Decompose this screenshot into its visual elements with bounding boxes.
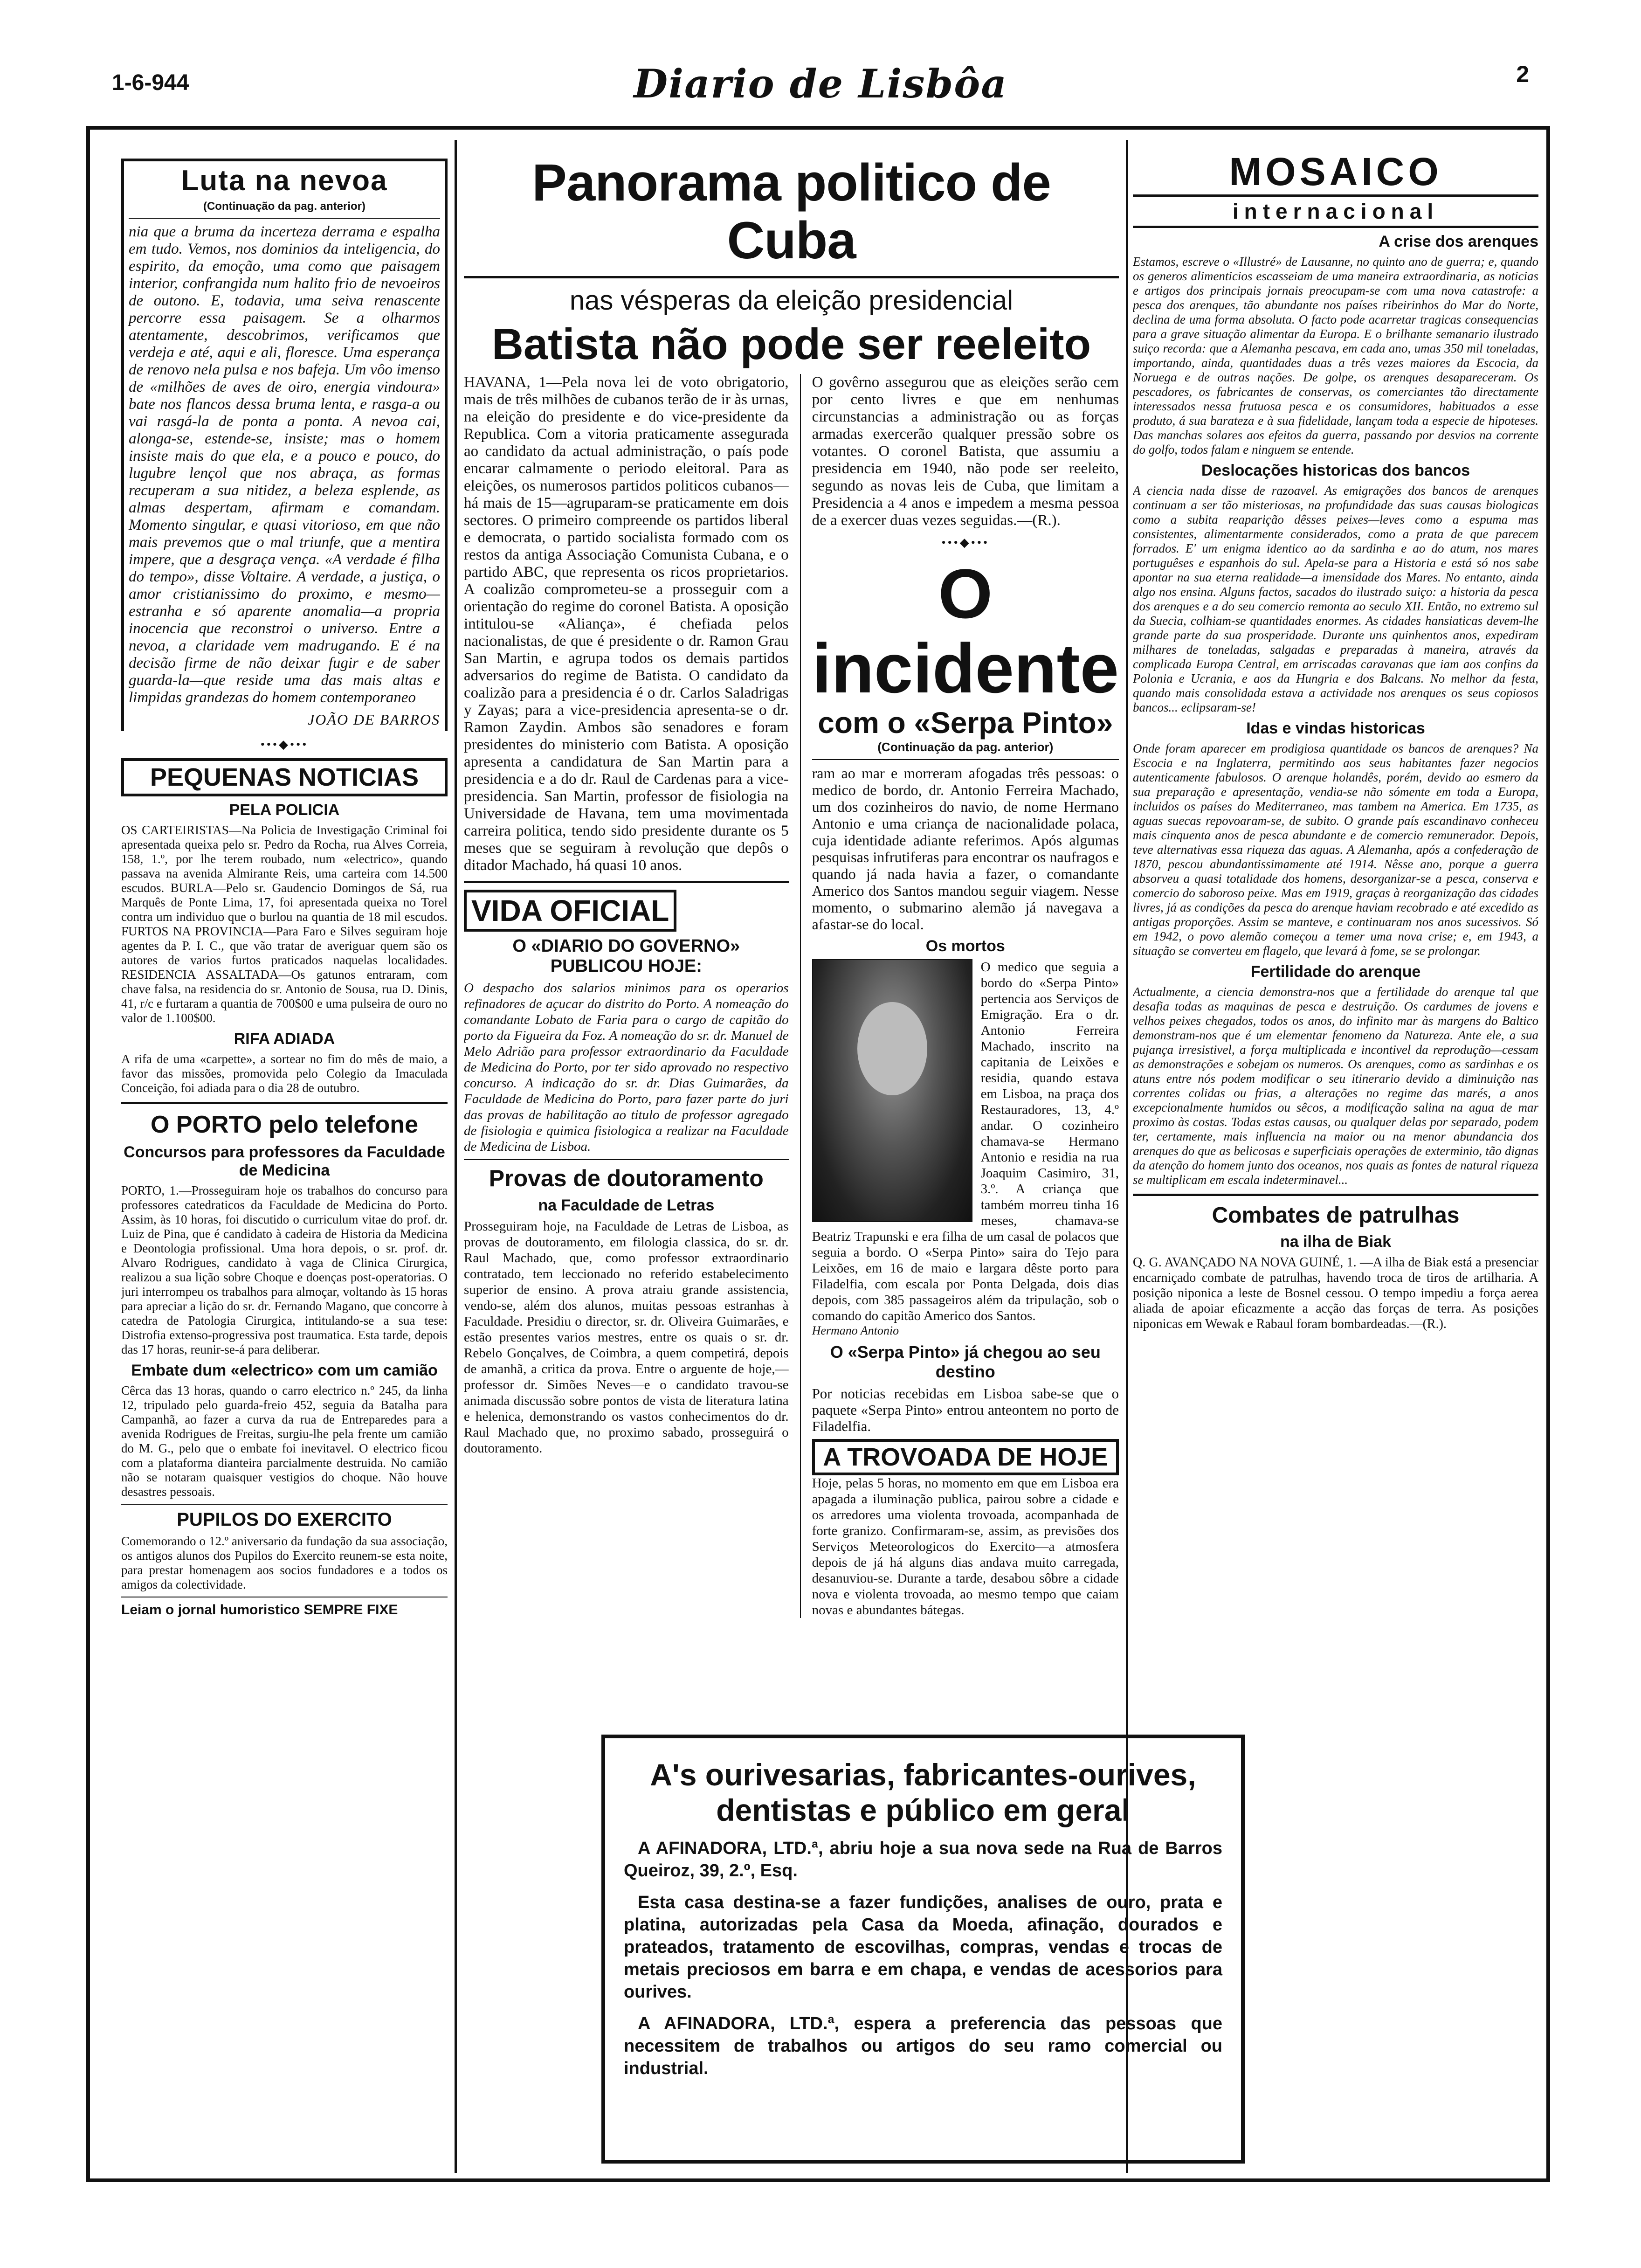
chegou-head: O «Serpa Pinto» já chegou ao seu destino [830, 1342, 1101, 1381]
concursos-body: PORTO, 1.—Prosseguiram hoje os trabalhos do concurso para professores catedraticos da Faculdade de Medicina do Porto. Assim, às 10 horas, foi discutido o curriculum vitae do prof. dr. Luiz de Pina, que é candidato à cadeira de Historia da Medicina e Deontologia profissional. Uma hora depois, o sr. prof. dr. Alvaro Rodrigues, candidato à vaga de Clinica Cirurgica, realizou a sua lição sobre Choque e doenças post-operatorias. O juri interrompeu os trabalhos para almoçar, voltando às 15 horas para apreciar a lição do sr. dr. Fernando Magano, que concorre à catedra de Patologia Cirurgica, intitulando-se a sua tese: Distrofia extenso-progressiva post traumatica. Esta tarde, depois das 17 horas, reunir-se-á para deliberar. [121, 1183, 448, 1356]
cuba-title: Panorama politico de Cuba [532, 154, 1051, 270]
chegou-body: Por noticias recebidas em Lisboa sabe-se que o paquete «Serpa Pinto» entrou anteontem no porto de Filadelfia. [812, 1385, 1119, 1434]
pupilos-title: PUPILOS DO EXERCITO [177, 1509, 392, 1530]
incidente-continuation: (Continuação da pag. anterior) [877, 740, 1054, 754]
porto-title: O PORTO pelo telefone [150, 1111, 418, 1138]
center-column: Panorama politico de Cuba nas vésperas da eleição presidencial Batista não pode ser reeleito HAVANA, 1—Pela nova lei de voto obrigatorio, mais de três milhões de cubanos terão de ir às urnas, na eleição do presidente e do vice-presidente da Republica. Com a vitoria praticamente assegurada ao candidato da actual administração, o país pode encarar calmamente o periodo eleitoral. Para as eleições, os numerosos partidos politicos cubanos—há mais de 15—agruparam-se praticamente em dois sectores. O primeiro compreende os partidos liberal e democrata, o partido socialista formado com os restos da antiga Associação Comunista Cubana, e o partido ABC, que representa os ricos proprietarios. A coalizão comprometeu-se a prosseguir com a orientação do regime do coronel Batista. A oposição intitulou-se «Aliança», é chefiada pelos nacionalistas, de que é presidente o dr. Ramon Grau San Martin, e agrupa todos os demais partidos adversarios do regime de Batista. O candidato da coalizão para a presidencia é o dr. Carlos Saladrigas y Zayas; para a vice-presidencia apresenta-se o dr. Ramon Zaydin. Ambos são senadores e foram presidentes do ministerio com Batista. A oposição apresenta a candidatura de San Martin para a presidencia e a do dr. Raul de Cardenas para a vice-presidencia. San Martin, professor de fisiologia na Universidade de Havana, tem uma movimentada carreira politica, tendo sido presidente durante os 5 meses que se seguiram à revolução que depôs o ditador Machado, há quasi 10 anos. VIDA OFICIAL O «DIARIO DO GOVERNO» PUBLICOU HOJE: O despacho dos salarios minimos para os operarios refinadores de açucar do distrito do Porto. A nomeação do comandante Lobato de Faria para o cargo de capitão do porto da Figueira da Foz. A nomeação do sr. dr. Manuel de Melo Adrião para professor extraordinario da Faculdade de Medicina do Porto, por ter sido aprovado no respectivo concurso. A indicação do sr. dr. Dias Guimarães, da Faculdade de Medicina do Porto, para fazer parte do juri das provas de habilitação ao titulo de professor agregado de fisiologia e quimica fisiologica a realizar na Faculdade de Medicina de Lisboa. Provas de doutoramento na Faculdade de Letras Prosseguiram hoje, na Faculdade de Letras de Lisboa, as provas de doutoramento, em filologia classica, do sr. dr. Raul Machado, que, como professor extraordinario contratado, tem leccionado no referido estabelecimento superior de ensino. A prova atraiu grande assistencia, vendo-se, além dos alunos, muitas pessoas estranhas à Faculdade. Presidiu o director, sr. dr. Oliveira Guimarães, e estão presentes varios mestres, entre os quais o sr. dr. Rebelo Gonçalves, de Coimbra, a quem competirá, depois de amanhã, a critica da prova. Entre o arguente de hoje,—professor dr. Simões Neves—e o candidato travou-se animada discussão sobre pontos de vista de literatura latina e helenica, demonstrando os vastos conhecimentos do dr. Raul Machado que, no proximo sabado, prosseguirá o doutoramento. O govêrno assegurou que as eleições serão cem por cento livres e que em nenhumas circunstancias a administração ou as forças armadas exercerão qualquer pressão sobre os votantes. O coronel Batista, que assumiu a presidencia em 1940, não pode ser reeleito, segundo as novas leis de Cuba, que limitam a Presidencia a 4 anos e impedem a mesma pessoa de a exercer duas vezes seguidas.—(R.). •••◆••• O incidente com o «Serpa Pinto» (Continuação da pag. anterior) ram ao mar e morreram afogadas três pessoas: o medico de bordo, dr. Antonio Ferreira Machado, um dos cozinheiros do navio, de nome Hermano Antonio e uma criança de nacionalidade polaca, cuja identidade adiante referimos. Após algumas pesquisas infrutiferas para encontrar os naufragos e quando já nada havia a fazer, o comandante Americo dos Santos mandou seguir viagem. Nesse momento, o submarino alemão já navegava a afastar-se do local. Os mortos O medico que seguia a bordo do «Serpa Pinto» pertencia aos Serviços de Emigração. Era o dr. Antonio Ferreira Machado, inscrito na capitania de Leixões e residia, quando estava em Lisboa, na praça dos Restauradores, 13, 4.º andar. O cozinheiro chamava-se Hermano Antonio e residia na rua Joaquim Casimiro, 31, 3.º. A criança que também morreu tinha 16 meses, chamava-se Beatriz Trapunski e era filha de um casal de polacos que seguia a bordo. O «Serpa Pinto» saira do Tejo para Leixões, em 16 de maio e largara dêste porto para Filadelfia, com escala por Ponta Delgada, dois dias depois, com 385 passageiros além da tripulação, sob o comando do capitão Americo dos Santos. Hermano Antonio O «Serpa Pinto» já chegou ao seu destino Por noticias recebidas em Lisboa sabe-se que o paquete «Serpa Pinto» entrou anteontem no porto de Filadelfia. A TROVOADA DE HOJE Hoje, pelas 5 horas, no momento em que em Lisboa era apagada a iluminação publica, pairou sobre a cidade e os arredores uma violenta trovoada, acompanhada de forte granizo. Confirmaram-se, assim, as previsões dos Serviços Meteorologicos do Exercito—a atmosfera depois de já há alguns dias andava muito carregada, desanuviou-se. Durante a tarde, desabou sôbre a cidade nova e violenta trovoada, ao mesmo tempo que caiam novas e abundantes bátegas. [464, 154, 1119, 1618]
luta-continuation: (Continuação da pag. anterior) [203, 200, 366, 213]
page-number: 2 [1516, 61, 1529, 87]
combates-head: Combates de patrulhas [1212, 1203, 1460, 1228]
concursos-head: Concursos para professores da Faculdade de Medicina [124, 1143, 445, 1179]
vida-sub: O «DIARIO DO GOVERNO» PUBLICOU HOJE: [512, 936, 740, 976]
fertilidade-head: Fertilidade do arenque [1250, 963, 1421, 981]
mosaico-sub: internacional [1133, 197, 1538, 228]
rifa-head: RIFA ADIADA [234, 1030, 335, 1048]
issue-date: 1-6-944 [112, 70, 189, 95]
right-column [1133, 149, 1538, 2168]
combates-body: Q. G. AVANÇADO NA NOVA GUINÉ, 1. —A ilha de Biak está a presenciar encarniçado combate de patrulhas, havendo troca de tiros de artilharia. A posição niponica a leste de Bosnel cessou. O tempo impediu a força aerea aliada de apoiar eficazmente a acção das forças de terra. As posições niponicas em Wewak e Rabaul foram bombardeadas.—(R.). [1133, 1255, 1538, 1331]
luta-body: nia que a bruma da incerteza derrama e espalha em tudo. Vemos, nos dominios da inteligencia, do espirito, da emoção, uma como que paisagem interior, confrangida num halito frio de nevoeiros de outono. E, todavia, uma seiva renascente percorre essa paisagem. Se a olharmos atentamente, descobrimos, verificamos que verdeja e até, aqui e ali, floresce. Uma esperança de renovo nela pulsa e nos bafeja. Um vôo imenso de «milhões de aves de oiro, energia vindoura» bate nos flancos dessa bruma lenta, e rasga-a ou vai rasgá-la de ponta a ponta. A nevoa cai, alonga-se, estende-se, insiste; mas o homem insiste mais do que ela, e a pouco e pouco, do lugubre lençol que nos abraça, as formas recuperam a sua nitidez, a beleza esplende, as almas despertam, afirmam e comandam. Momento singular, e quasi vitorioso, em que não mais prevemos que o mal triunfe, que a mentira impere, que a desgraça vença. «A verdade é filha do tempo», disse Voltaire. A verdade, a justiça, o amor cristianissimo do proximo, e mesmo—estranha e só aparente anomalia—a propria inocencia que reconstroi o universo. Entre a nevoa, a claridade vem madrugando. E é na decisão firme de não deixar fugir e de saber guarda-la—que reside uma das mais altas e limpidas grandezas do homem contemporaneo [129, 223, 440, 706]
embate-head: Embate dum «electrico» com um camião [131, 1362, 438, 1379]
luta-title: Luta na nevoa [181, 165, 388, 197]
cuba-col1: HAVANA, 1—Pela nova lei de voto obrigatorio, mais de três milhões de cubanos terão de ir às urnas, na eleição do presidente e do vice-presidente da Republica. Com a vitoria praticamente assegurada ao candidato da actual administração, o país pode encarar calmamente o periodo eleitoral. Para as eleições, os numerosos partidos politicos cubanos—há mais de 15—agruparam-se praticamente em dois sectores. O primeiro compreende os partidos liberal e democrata, o partido socialista formado com os restos da antiga Associação Comunista Cubana, e o partido ABC, que representa os ricos proprietarios. A coalizão comprometeu-se a prosseguir com a orientação do regime do coronel Batista. A oposição intitulou-se «Aliança», é chefiada pelos nacionalistas, de que é presidente o dr. Ramon Grau San Martin, e agrupa todos os demais partidos adversarios do regime de Batista. O candidato da coalizão para a presidencia é o dr. Carlos Saladrigas y Zayas; para a vice-presidencia apresenta-se o dr. Ramon Zaydin. Ambos são senadores e foram presidentes do ministerio com Batista. A oposição apresenta a candidatura de San Martin para a presidencia e a do dr. Raul de Cardenas para a vice-presidencia. San Martin, professor de fisiologia na Universidade de Havana, tem uma movimentada carreira politica, tendo sido presidente durante os 5 meses que se seguiram à revolução que depôs o ditador Machado, há quasi 10 anos. [464, 374, 789, 874]
provas-title: Provas de doutoramento [489, 1165, 764, 1191]
incidente-sub: com o «Serpa Pinto» [818, 706, 1113, 740]
arenques-body: Estamos, escreve o «Illustré» de Lausanne, no quinto ano de guerra; e, quando os generos alimenticios escasseiam de uma maneira extraordinaria, as noticias e artigos dos principais jornais preocupam-se com uma nova catastrofe: a pesca dos arenques, tão abundante nos países ribeirinhos do Mar do Norte, declina de uma forma absoluta. O facto pode acarretar tragicas consequencias para a grave situação alimentar da Europa. E o brilhante semanario ilustrado suiço recorda: que a Alemanha pescava, em cada ano, umas 350 mil toneladas, importando, ainda, quantidades duas a três vezes maiores da Escocia, da Noruega e de outras nações. De golpe, os arenques desapareceram. Os pescadores, os fabricantes de conservas, os comerciantes tão directamente interessados nessa frutuosa pesca e os consumidores, habituados a esse produto, á sua barateza e à sua fidelidade, lançam toda a especie de hipoteses. Das manchas solares aos efeitos da guerra, passando por desvios na corrente do golfo, todos falam e ninguem se entende. [1133, 255, 1538, 456]
mosaico-title: MOSAICO [1133, 149, 1538, 197]
incidente-body: ram ao mar e morreram afogadas três pessoas: o medico de bordo, dr. Antonio Ferreira Machado, um dos cozinheiros do navio, de nome Hermano Antonio e uma criança de nacionalidade polaca, cuja identidade adiante referimos. Após algumas pesquisas infrutiferas para encontrar os naufragos e quando já nada havia a fazer, o comandante Americo dos Santos mandou seguir viagem. Nesse momento, o submarino alemão já navegava a afastar-se do local. [812, 765, 1119, 933]
mortos-head: Os mortos [925, 937, 1005, 955]
idas-head: Idas e vindas historicas [1246, 719, 1425, 737]
provas-sub: na Faculdade de Letras [538, 1196, 715, 1214]
pequenas-title-box [121, 758, 448, 796]
embate-body: Cêrca das 13 horas, quando o carro electrico n.º 245, da linha 12, tripulado pelo guarda-freio 452, seguia da Batalha para Campanhã, ao fazer a curva da rua de Entreparedes para a avenida Rodrigues de Freitas, surgiu-lhe pela frente um camião do M. G., pelo que o embate foi inevitavel. O electrico ficou com a plataforma dianteira parcialmente destruida. No camião não se notaram quaisquer vestigios do choque. Não houve desastres pessoais. [121, 1383, 448, 1499]
pupilos-body: Comemorando o 12.º aniversario da fundação da sua associação, os antigos alunos dos Pupilos do Exercito reunem-se esta noite, para prestar homenagem aos socios fundadores e a todos os amigos da colectividade. [121, 1534, 448, 1591]
arenques-head: A crise dos arenques [1379, 233, 1538, 250]
separator-ornament: •••◆••• [260, 738, 309, 751]
left-column [121, 159, 448, 2159]
policia-body: OS CARTEIRISTAS—Na Policia de Investigação Criminal foi apresentada queixa pelo sr. Pedro da Rocha, rua Alves Correia, 158, 1.º, por lhe terem roubado, num «electrico», quando passava na avenida Almirante Reis, uma carteira com 14.500 escudos. BURLA—Pelo sr. Gaudencio Domingos de Sá, rua Marquês de Ponte Lima, 17, foi apresentada queixa no Torel contra um individuo que o burlou na quantia de 18 mil escudos. FURTOS NA PROVINCIA—Para Faro e Silves seguiram hoje agentes da P. I. C., que vão tratar de averiguar quem são os autores de varios furtos praticados naquelas localidades. RESIDENCIA ASSALTADA—Os gatunos entraram, com chave falsa, na residencia do sr. Antonio de Sousa, rua D. Dinis, 41, r/c e furtaram a quantia de 700$00 e uma pulseira de ouro no valor de 1.100$00. [121, 823, 448, 1025]
ad-title: A's ourivesarias, fabricantes-ourives, dentistas e público em geral [650, 1757, 1196, 1827]
incidente-title: O incidente [812, 554, 1119, 707]
deslocacoes-body: A ciencia nada disse de razoavel. As emigrações dos bancos de arenques continuam a ser tão misteriosas, na profundidade das suas causas biologicas como a subita reaparição dêsses peixes—leves como a espuma mas consistentes, alimentarmente considerados, como a prata de que parecem forrados. E' um enigma identico ao da sardinha e ao do atum, nos mares portuguêses e espanhois do sul. Apela-se para a Historia e está só nos sabe apontar na sua eterna realidade—a imensidade dos Mares. No entanto, ainda algo nos ensina. Alguns factos, sacados do ilustrado suiço: a historia da pesca dos arenques e a do seu comercio remonta ao seculo XII. Então, no extremo sul da Suecia, colhiam-se quantidades enormes. As cidades hansiaticas devem-lhe grande parte da sua prosperidade. Durante uns quinhentos anos, expediram milhares de toneladas, salgadas e preparadas à maneira, através da complicada Europa Central, em arriscadas caravanas que iam aos confins da Polonia e Ucrania, e aos da Hungria e dos Balcans. No melhor da festa, quando mais consolidada estava a actividade nos arenques os seus copiosos bancos... eclipsaram-se! [1133, 484, 1538, 714]
rifa-body: A rifa de uma «carpette», a sortear no fim do mês de maio, a favor das missões, promovida pelo Colegio da Imaculada Conceição, foi adiada para o dia 28 de outubro. [121, 1052, 448, 1095]
masthead [112, 61, 1529, 112]
deslocacoes-head: Deslocações historicas dos bancos [1201, 462, 1470, 479]
provas-body: Prosseguiram hoje, na Faculdade de Letras de Lisboa, as provas de doutoramento, em filologia classica, do sr. dr. Raul Machado, que, como professor extraordinario contratado, tem leccionado no referido estabelecimento superior de ensino. A prova atraiu grande assistencia, vendo-se, além dos alunos, muitas pessoas estranhas à Faculdade. Presidiu o director, sr. dr. Oliveira Guimarães, e estão presentes varios mestres, entre os quais o sr. dr. Rebelo Gonçalves, de Coimbra, a quem competirá, depois de amanhã, a critica da prova. Entre o arguente de hoje,—professor dr. Simões Neves—e o candidato travou-se animada discussão sobre pontos de vista de literatura latina e helenica, demonstrando os vastos conhecimentos do dr. Raul Machado que, no proximo sabado, prosseguirá o doutoramento. [464, 1219, 789, 1456]
cuba-subtitle: nas vésperas da eleição presidencial [569, 285, 1014, 316]
policia-head: PELA POLICIA [229, 801, 340, 819]
mortos-body: O medico que seguia a bordo do «Serpa Pinto» pertencia aos Serviços de Emigração. Era o dr. Antonio Ferreira Machado, inscrito na capitania de Leixões e residia, quando estava em Lisboa, na praça dos Restauradores, 13, 4.º andar. O cozinheiro chamava-se Hermano Antonio e residia na rua Joaquim Casimiro, 31, 3.º. A criança que também morreu tinha 16 meses, chamava-se Beatriz Trapunski e era filha de um casal de polacos que seguia a bordo. O «Serpa Pinto» saira do Tejo para Leixões, em 16 de maio e largara dêste porto para Filadelfia, com escala por Ponta Delgada, dois dias depois, com 385 passageiros além da tripulação, sob o comando do capitão Americo dos Santos. [812, 960, 1119, 1323]
ad-p1: A AFINADORA, LTD.ª, abriu hoje a sua nova sede na Rua de Barros Queiroz, 39, 2.º, Esq. [624, 1839, 1222, 1881]
leiam-notice: Leiam o jornal humoristico SEMPRE FIXE [121, 1602, 398, 1618]
idas-body: Onde foram aparecer em prodigiosa quantidade os bancos de arenques? Na Escocia e na Inglaterra, permitindo aos seus habitantes fazer negocios autenticamente fabulosos. O arenque holandês, porém, devido ao esmero da sua preparação e apresentação, vendia-se não sómente em toda a Europa, incluidos os países do Mediterraneo, mas tambem na America. Em 1735, as aguas suecas repovoaram-se, de subito. O grande país escandinavo conheceu mais cinquenta anos de pesca abundante e de comercio remunerador. Depois, teve alternativas essa riqueza das aguas. A Alemanha, após a confederação de 1870, pescou abundantissimamente até 1914. Nêsse ano, porque a guerra absorveu a quasi totalidade dos homens, desorganizar-se a pesca, conserva e comercio do saboroso peixe. Mas em 1919, graças à reorganização das cidades livres, já as condições da pesca do arenque haviam recobrado e até excedido as antigas proporções. Assim se manteve, e continuaram nos anos sucessivos. Só em 1942, o povo alemão começou a temer uma nova crise; e, em 1943, a situação se converteu em flagelo, que levará à fome, se se prolongar. [1133, 741, 1538, 958]
trovoada-body: Hoje, pelas 5 horas, no momento em que em Lisboa era apagada a iluminação publica, pairou sobre a cidade e os arredores uma violenta trovoada, acompanhada de forte granizo. Confirmaram-se, assim, as previsões dos Serviços Meteorologicos do Exercito—a atmosfera depois de já há alguns dias andava muito carregada, desanuviou-se. Durante a tarde, desabou sôbre a cidade nova e violenta trovoada, ao mesmo tempo que caiam novas e abundantes bátegas. [812, 1476, 1119, 1618]
portrait-photo [812, 959, 972, 1222]
ad-p3: A AFINADORA, LTD.ª, espera a preferencia das pessoas que necessitem de trabalhos ou artigos do seu ramo comercial ou industrial. [624, 2014, 1222, 2078]
column-rule [455, 140, 457, 2173]
pequenas-title: PEQUENAS NOTICIAS [150, 763, 419, 791]
cuba-headline: Batista não pode ser reeleito [491, 319, 1091, 368]
trovoada-title-box [812, 1439, 1119, 1475]
newspaper-title: Diario de Lisbôa [634, 61, 1007, 107]
combates-sub: na ilha de Biak [1280, 1233, 1392, 1251]
vida-title: VIDA OFICIAL [471, 894, 669, 927]
photo-caption: Hermano Antonio [812, 1324, 899, 1337]
vida-body: O despacho dos salarios minimos para os operarios refinadores de açucar do distrito do Porto. A nomeação do comandante Lobato de Faria para o cargo de capitão do porto da Figueira da Foz. A nomeação do sr. dr. Manuel de Melo Adrião para professor extraordinario da Faculdade de Medicina do Porto, por ter sido aprovado no respectivo concurso. A indicação do sr. dr. Dias Guimarães, da Faculdade de Medicina do Porto, para fazer parte do juri das provas de habilitação ao titulo de professor agregado de fisiologia e quimica fisiologica a realizar na Faculdade de Medicina de Lisboa. [464, 981, 789, 1154]
trovoada-title: A TROVOADA DE HOJE [823, 1443, 1108, 1471]
ad-p2: Esta casa destina-se a fazer fundições, analises de ouro, prata e platina, autorizadas pela Casa da Moeda, afinação, dourados e prateados, tratamento de escovilhas, compras, vendas e trocas de metais preciosos em barra e em chapa, e vendas de acessorios para ourives. [624, 1893, 1222, 2002]
vida-title-box [464, 890, 676, 932]
fertilidade-body: Actualmente, a ciencia demonstra-nos que a fertilidade do arenque tal que desafia todas as maquinas de pesca e destruição. Os cardumes de jovens e velhos peixes chegados, todos os anos, do infinito mar às margens do Baltico demonstram-nos que é um elementar fenomeno da Natureza. Ante ele, a sua pujança irresistivel, a força multiplicada e incontivel da reprodução—cessam as demonstrações e sobejam os numeros. Os arenques, como as sardinhas e os atuns entre nós podem modificar o seu itinerario devido a diminuição nas correntes colidas ou frias, a alterações no regime das marés, a anos excepcionalmente humidos ou sêcos, a modificação salina na agua de mar proximo às costas. Todas estas causas, ou qualquer delas por separado, podem ter, certamente, mais influencia na maior ou na menor abundancia dos arenques do que as belicosas e superficiais operações de exterminio, tão dignas da atenção do homem junto dos oceanos, nos quais as fontes de natural riqueza se multiplicam em escala indeterminavel... [1133, 985, 1538, 1187]
luta-box [121, 159, 448, 731]
luta-author: JOÃO DE BARROS [308, 711, 440, 728]
cuba-col2: O govêrno assegurou que as eleições serão cem por cento livres e que em nenhumas circunstancias a administração ou as forças armadas exercerão qualquer pressão sobre os votantes. O coronel Batista, que assumiu a presidencia em 1940, não pode ser reeleito, segundo as novas leis de Cuba, que limitam a Presidencia a 4 anos e impedem a mesma pessoa de a exercer duas vezes seguidas.—(R.). [812, 374, 1119, 529]
